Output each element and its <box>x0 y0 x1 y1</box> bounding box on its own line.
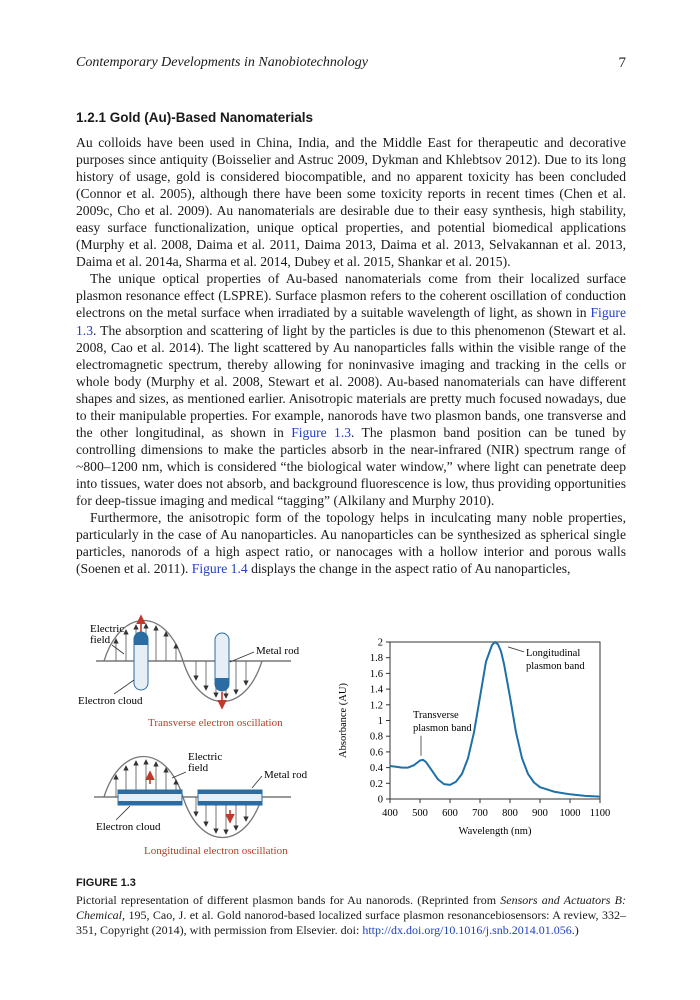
figure-1-3-link[interactable]: Figure 1.3 <box>76 305 626 338</box>
electron-cloud-label-top: Electron cloud <box>78 695 143 707</box>
x-tick-label: 500 <box>412 808 428 819</box>
paragraph-2-text-b: . The absorption and scattering of light by the particles is due to this phenomenon (Stewart et al. 2008, Cao et al. 2014). The light scattered by Au nanoparticles falls within the visible range of the electromagnetic spectrum, thereby allowing for noninvasive imaging and tracking in the cells or whole body (Murphy et al. 2008, Stewart et al. 2008). Au-based nanomaterials can have different shapes and sizes, as mentioned earlier. Anisotropic materials are pretty much focused nowadays, due to their manipulable properties. For example, nanorods have two plasmon bands, one transverse and the other longitudinal, as shown in <box>76 322 626 440</box>
running-header <box>76 55 626 75</box>
y-tick-label: 1.6 <box>369 668 383 680</box>
transverse-panel <box>78 616 300 729</box>
paragraph-3 <box>76 509 626 577</box>
y-tick-label: 0.2 <box>369 778 383 790</box>
metal-rod-top-right <box>215 633 229 691</box>
caption-journal: Sensors and Actuators B: Chemical <box>76 893 626 922</box>
caption-text-b: , 195, Cao, J. et al. Gold nanorod-based localized surface plasmon resonancebiosensors: A review, 332–351, Copyright (2014), with permission from Elsevier. doi: <box>76 908 626 937</box>
metal-rod-bottom-left <box>118 790 182 805</box>
absorbance-chart <box>328 612 618 867</box>
caption-text-c: .) <box>571 923 579 937</box>
figure-caption <box>76 876 626 938</box>
x-tick-label: 700 <box>472 808 488 819</box>
body-text <box>76 134 626 577</box>
y-tick-label: 0.6 <box>369 747 383 759</box>
x-tick-label: 1000 <box>559 808 581 819</box>
y-tick-label: 0.8 <box>369 731 383 743</box>
paragraph-2-text-c: . The plasmon band position can be tuned by controlling dimensions to make the particles absorb in the near-infrared (NIR) spectrum range of ~800–1200 nm, which is considered “the biological water window,” where light can penetrate deep into tissues, water does not absorb, and background fluorescence is low, thus providing opportunities for deep-tissue imaging and medical “tagging” (Alkilany and Murphy 2010). <box>76 424 626 508</box>
electron-cloud-label-bottom: Electron cloud <box>96 821 161 833</box>
electron-cloud-pointer-top <box>114 680 134 694</box>
caption-text-a: Pictorial representation of different plasmon bands for Au nanorods. (Reprinted from <box>76 893 501 907</box>
x-tick-label: 600 <box>442 808 458 819</box>
paragraph-2 <box>76 270 626 509</box>
metal-rod-label-top: Metal rod <box>256 645 300 657</box>
figure-1-3-link-2[interactable]: Figure 1.3 <box>291 424 352 440</box>
x-tick-label: 400 <box>382 808 398 819</box>
doi-link[interactable]: http://dx.doi.org/10.1016/j.snb.2014.01.056 <box>362 923 572 937</box>
y-tick-label: 1.4 <box>369 684 383 696</box>
y-tick-label: 2 <box>377 637 383 649</box>
electric-field-pointer-top <box>112 645 124 654</box>
longitudinal-band-label: Longitudinal plasmon band <box>526 647 585 672</box>
paragraph-3-text-b: displays the change in the aspect ratio of Au nanoparticles, <box>247 561 571 577</box>
longitudinal-band-pointer <box>508 647 524 652</box>
plasmon-schematic <box>76 612 326 867</box>
running-title: Contemporary Developments in Nanobiotechnology <box>76 55 369 70</box>
metal-rod-bottom-right <box>198 790 262 805</box>
figure-label: FIGURE 1.3 <box>76 877 136 889</box>
longitudinal-panel <box>94 751 308 857</box>
x-tick-label: 1100 <box>589 808 611 819</box>
caption-text <box>76 893 626 938</box>
figure-1-3 <box>76 612 626 867</box>
y-axis-label: Absorbance (AU) <box>338 683 349 758</box>
page-number: 7 <box>618 55 626 71</box>
paragraph-1: Au colloids have been used in China, India, and the Middle East for therapeutic and decorative purposes since antiquity (Boisselier and Astruc 2009, Dykman and Khlebtsov 2012). Due to its long history of usage, gold is considered biocompatible, and no apparent toxicity has been concluded (Connor et al. 2005), although there have been some toxicity reports in recent times (Chen et al. 2009c, Cho et al. 2009). Au nanomaterials are desirable due to their easy synthesis, high stability, easy surface functionalization, unique optical properties, and potential biomedical applications (Murphy et al. 2008, Daima et al. 2011, Daima 2013, Daima et al. 2013, Selvakannan et al. 2013, Daima et al. 2014a, Sharma et al. 2014, Dubey et al. 2015, Shankar et al. 2015). <box>76 135 626 270</box>
paragraph-3-text-a: Furthermore, the anisotropic form of the topology helps in inculcating many noble properties, particularly in the case of Au nanoparticles. Au nanoparticles can be synthesized as spherical single particles, nanorods of a high aspect ratio, or nanocages with a hollow interior and porous walls (Soenen et al. 2011). <box>76 510 626 577</box>
x-tick-label: 900 <box>532 808 548 819</box>
y-tick-label: 1.2 <box>369 700 383 712</box>
electric-field-label-bottom: Electric field <box>188 751 223 774</box>
metal-rod-label-bottom: Metal rod <box>264 769 308 781</box>
figure-1-4-link[interactable]: Figure 1.4 <box>191 561 248 577</box>
longitudinal-caption: Longitudinal electron oscillation <box>144 845 288 857</box>
y-tick-label: 1.8 <box>369 653 383 665</box>
transverse-caption: Transverse electron oscillation <box>148 717 283 729</box>
metal-rod-pointer-bottom <box>252 776 262 788</box>
paragraph-2-text-a: The unique optical properties of Au-based nanomaterials come from their localized surface plasmon resonance effect (LSPRE). Surface plasmon refers to the coherent oscillation of conduction electrons on the metal surface when irradiated by a suitable wavelength of light, as shown in <box>76 271 626 321</box>
transverse-band-label: Transverse plasmon band <box>413 709 472 734</box>
y-tick-label: 0 <box>377 794 383 806</box>
metal-rod-top-left <box>134 632 148 690</box>
electron-cloud-pointer-bottom <box>116 806 130 820</box>
electric-field-label-top: Electric field <box>90 623 125 646</box>
x-axis-label: Wavelength (nm) <box>458 826 532 837</box>
x-tick-label: 800 <box>502 808 518 819</box>
section-heading: 1.2.1 Gold (Au)-Based Nanomaterials <box>76 110 314 125</box>
y-tick-label: 0.4 <box>369 763 383 775</box>
electric-field-pointer-bottom <box>172 772 186 778</box>
y-tick-label: 1 <box>377 716 383 727</box>
